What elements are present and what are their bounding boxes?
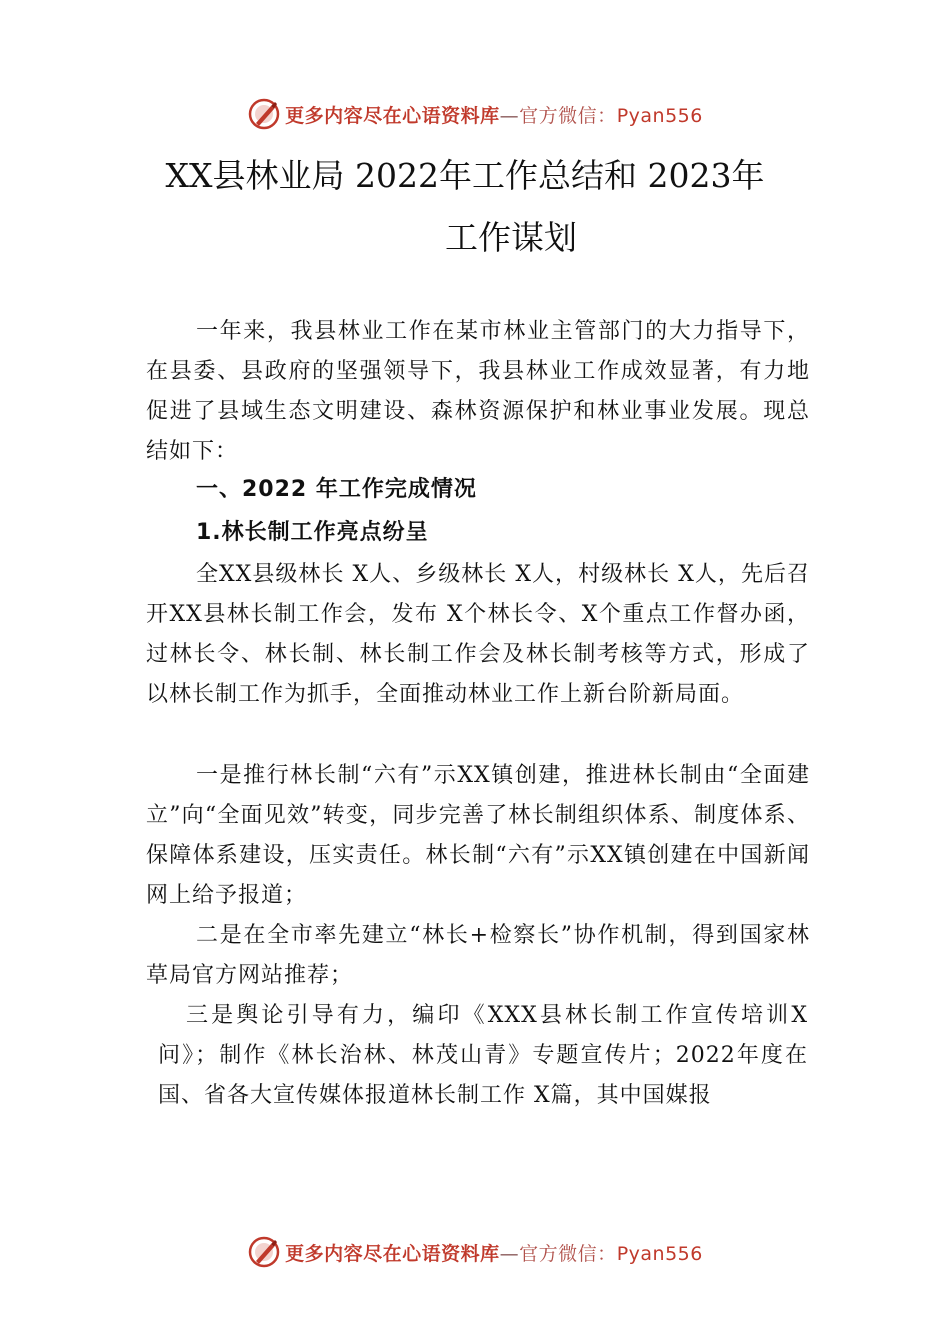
- body-paragraph-1: [146, 555, 810, 715]
- body-paragraph-4: [158, 996, 808, 1116]
- banner-wechat-id: Pyan556: [616, 104, 703, 127]
- paragraph-text: 三是舆论引导有力，编印《XXX县林长制工作宣传培训X问》；制作《林长治林、林茂山青》专题宣传片；2022年度在国、省各大宣传媒体报道林长制工作 X篇，其中国媒报: [158, 1003, 808, 1108]
- banner-text: [285, 1239, 703, 1266]
- banner-dash: —: [499, 104, 520, 127]
- body-paragraph-3: [146, 916, 810, 996]
- paragraph-text: 一是推行林长制“六有”示XX镇创建，推进林长制由“全面建立”向“全面见效”转变，同步完善了林长制组织体系、制度体系、保障体系建设，压实责任。林长制“六有”示XX镇创建在中国新闻网上给予报道；: [146, 763, 810, 908]
- intro-text: 一年来，我县林业工作在某市林业主管部门的大力指导下，在县委、县政府的坚强领导下，我县林业工作成效显著，有力地促进了县域生态文明建设、森林资源保护和林业事业发展。现总结如下：: [146, 319, 810, 464]
- section-heading: [146, 470, 810, 510]
- logo-icon: [247, 1235, 281, 1269]
- paragraph-text: 全XX县级林长 X人、乡级林长 X人，村级林长 X人，先后召开XX县林长制工作会，发布 X个林长令、X个重点工作督办函，过林长令、林长制、林长制工作会及林长制考核等方式，形成了以林长制工作为抓手，全面推动林业工作上新台阶新局面。: [146, 562, 810, 707]
- banner-wechat-id: Pyan556: [616, 1242, 703, 1265]
- section1-heading: 一、2022 年工作完成情况: [196, 477, 477, 502]
- document-title-line1: XX县林业局 2022年工作总结和 2023年: [165, 156, 765, 195]
- footer-banner: [0, 1232, 950, 1272]
- logo-icon: [247, 97, 281, 131]
- banner-wechat-label: 官方微信：: [519, 1242, 617, 1265]
- subsection1-heading: 1.林长制工作亮点纷呈: [196, 520, 429, 545]
- banner-brand: 更多内容尽在心语资料库: [285, 1242, 500, 1265]
- intro-paragraph: [146, 312, 810, 472]
- subsection-heading: [146, 513, 810, 553]
- body-paragraph-2: [146, 756, 810, 916]
- paragraph-text: 二是在全市率先建立“林长+检察长”协作机制，得到国家林草局官方网站推荐；: [146, 923, 810, 988]
- banner-text: [285, 101, 703, 128]
- banner-wechat-label: 官方微信：: [519, 104, 617, 127]
- document-title-line2: 工作谋划: [445, 218, 577, 257]
- banner-brand: 更多内容尽在心语资料库: [285, 104, 500, 127]
- banner-dash: —: [499, 1242, 520, 1265]
- header-banner: [0, 94, 950, 134]
